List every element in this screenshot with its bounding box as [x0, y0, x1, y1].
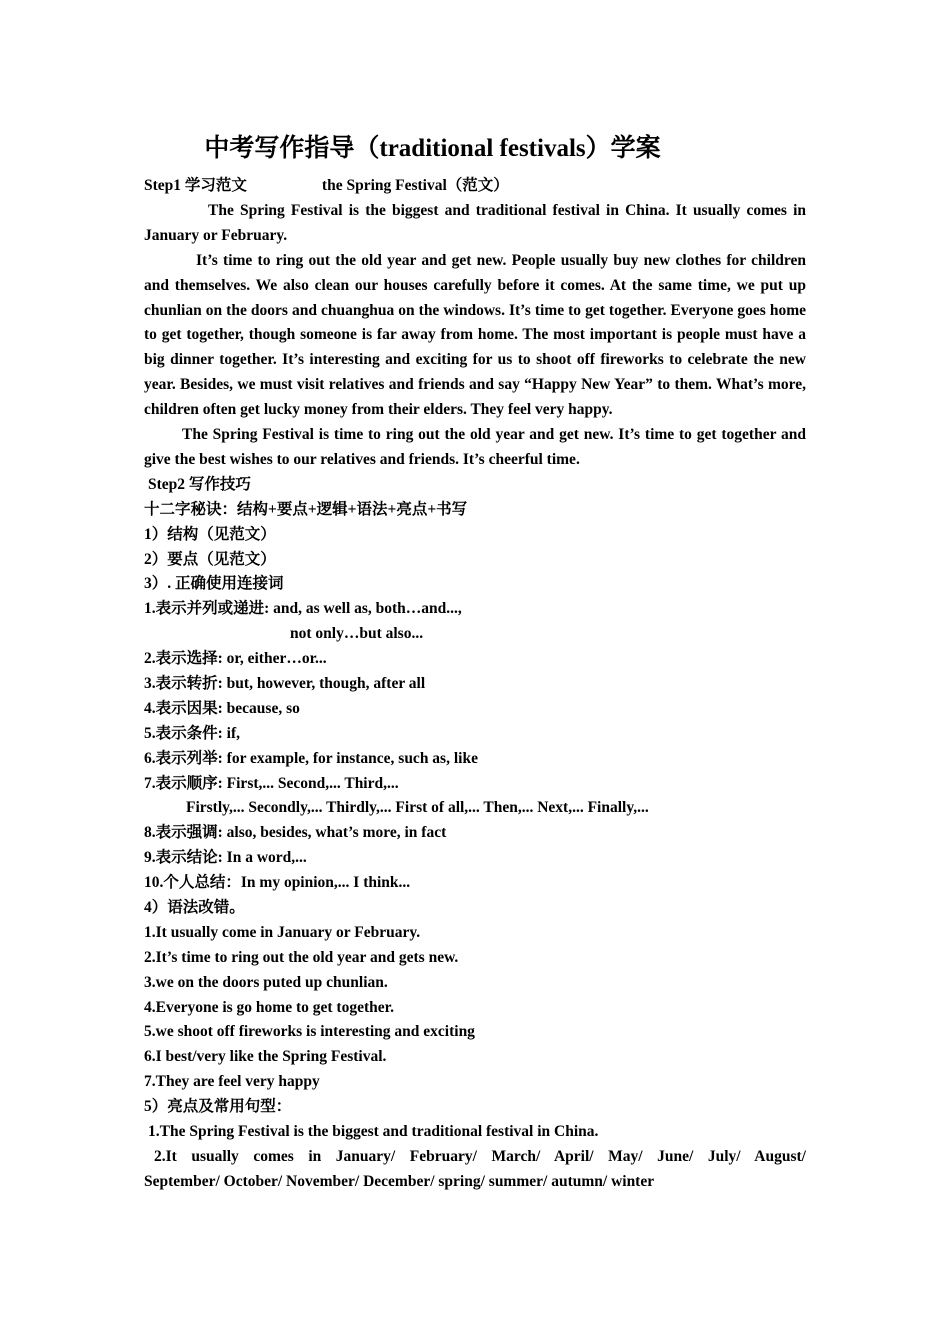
connective-item-7-cont: Firstly,... Secondly,... Thirdly,... First of all,... Then,... Next,... Finally,... [186, 799, 649, 817]
highlight-item-2: 2.It usually comes in January/ February/ March/ April/ May/ June/ July/ August/ [154, 1147, 806, 1165]
grammar-item-1: 1.It usually come in January or February. [144, 923, 421, 941]
connective-item-10: 10.个人总结：In my opinion,... I think... [144, 874, 411, 892]
writing-formula: 十二字秘诀：结构+要点+逻辑+语法+亮点+书写 [144, 500, 468, 518]
grammar-item-7: 7.They are feel very happy [144, 1073, 320, 1091]
essay-paragraph-1-text: The Spring Festival is the biggest and traditional festival in China. It usually comes in January or February. [144, 201, 806, 244]
section-structure: 1）结构（见范文） [144, 525, 276, 543]
page-title: 中考写作指导（traditional festivals）学案 [204, 135, 661, 162]
grammar-item-6: 6.I best/very like the Spring Festival. [144, 1048, 387, 1066]
connective-item-8: 8.表示强调: also, besides, what’s more, in fact [144, 824, 447, 842]
connective-item-7: 7.表示顺序: First,... Second,... Third,... [144, 774, 399, 792]
grammar-item-4: 4.Everyone is go home to get together. [144, 998, 394, 1016]
essay-paragraph-3: The Spring Festival is time to ring out the old year and get new. It’s time to get together and give the best wishes to our relatives and friends. It’s cheerful time. [144, 426, 806, 468]
step2-heading: Step2 写作技巧 [148, 475, 251, 493]
document-body [144, 174, 806, 1195]
connective-item-4: 4.表示因果: because, so [144, 699, 300, 717]
connective-item-3: 3.表示转折: but, however, though, after all [144, 674, 426, 692]
essay-paragraph-1 [144, 199, 806, 249]
connective-item-9: 9.表示结论: In a word,... [144, 849, 307, 867]
highlight-item-2-cont: September/ October/ November/ December/ spring/ summer/ autumn/ winter [144, 1172, 655, 1190]
step1-heading [144, 174, 806, 199]
step1-label: Step1 学习范文 [144, 177, 247, 194]
grammar-item-5: 5.we shoot off fireworks is interesting and exciting [144, 1023, 475, 1041]
essay-title: the Spring Festival（范文） [321, 177, 509, 194]
highlight-item-1: 1.The Spring Festival is the biggest and traditional festival in China. [148, 1123, 599, 1141]
section-highlights: 5）亮点及常用句型： [144, 1098, 292, 1116]
connective-item-2: 2.表示选择: or, either…or... [144, 650, 327, 668]
connective-item-6: 6.表示列举: for example, for instance, such as, like [144, 749, 478, 767]
section-connectives: 3）. 正确使用连接词 [144, 575, 284, 593]
section-key-points: 2）要点（见范文） [144, 550, 276, 568]
connective-item-1: 1.表示并列或递进: and, as well as, both…and..., [144, 600, 462, 618]
essay-paragraph-2: It’s time to ring out the old year and get new. People usually buy new clothes for children and themselves. We also clean our houses carefully before it comes. At the same time, we put up chunlian on the doors and chuanghua on the windows. It’s time to get together. Everyone goes home to get together, though someone is far away from home. The most important is people must have a big dinner together. It’s interesting and exciting for us to shoot off fireworks to celebrate the new year. Besides, we must visit relatives and friends and say “Happy New Year” to them. What’s more, children often get lucky money from their elders. They feel very happy. [144, 251, 806, 419]
connective-item-1-cont: not only…but also... [290, 625, 424, 643]
grammar-item-2: 2.It’s time to ring out the old year and gets new. [144, 948, 459, 966]
grammar-item-3: 3.we on the doors puted up chunlian. [144, 973, 388, 991]
connective-item-5: 5.表示条件: if, [144, 724, 241, 742]
section-grammar: 4）语法改错。 [144, 899, 245, 916]
